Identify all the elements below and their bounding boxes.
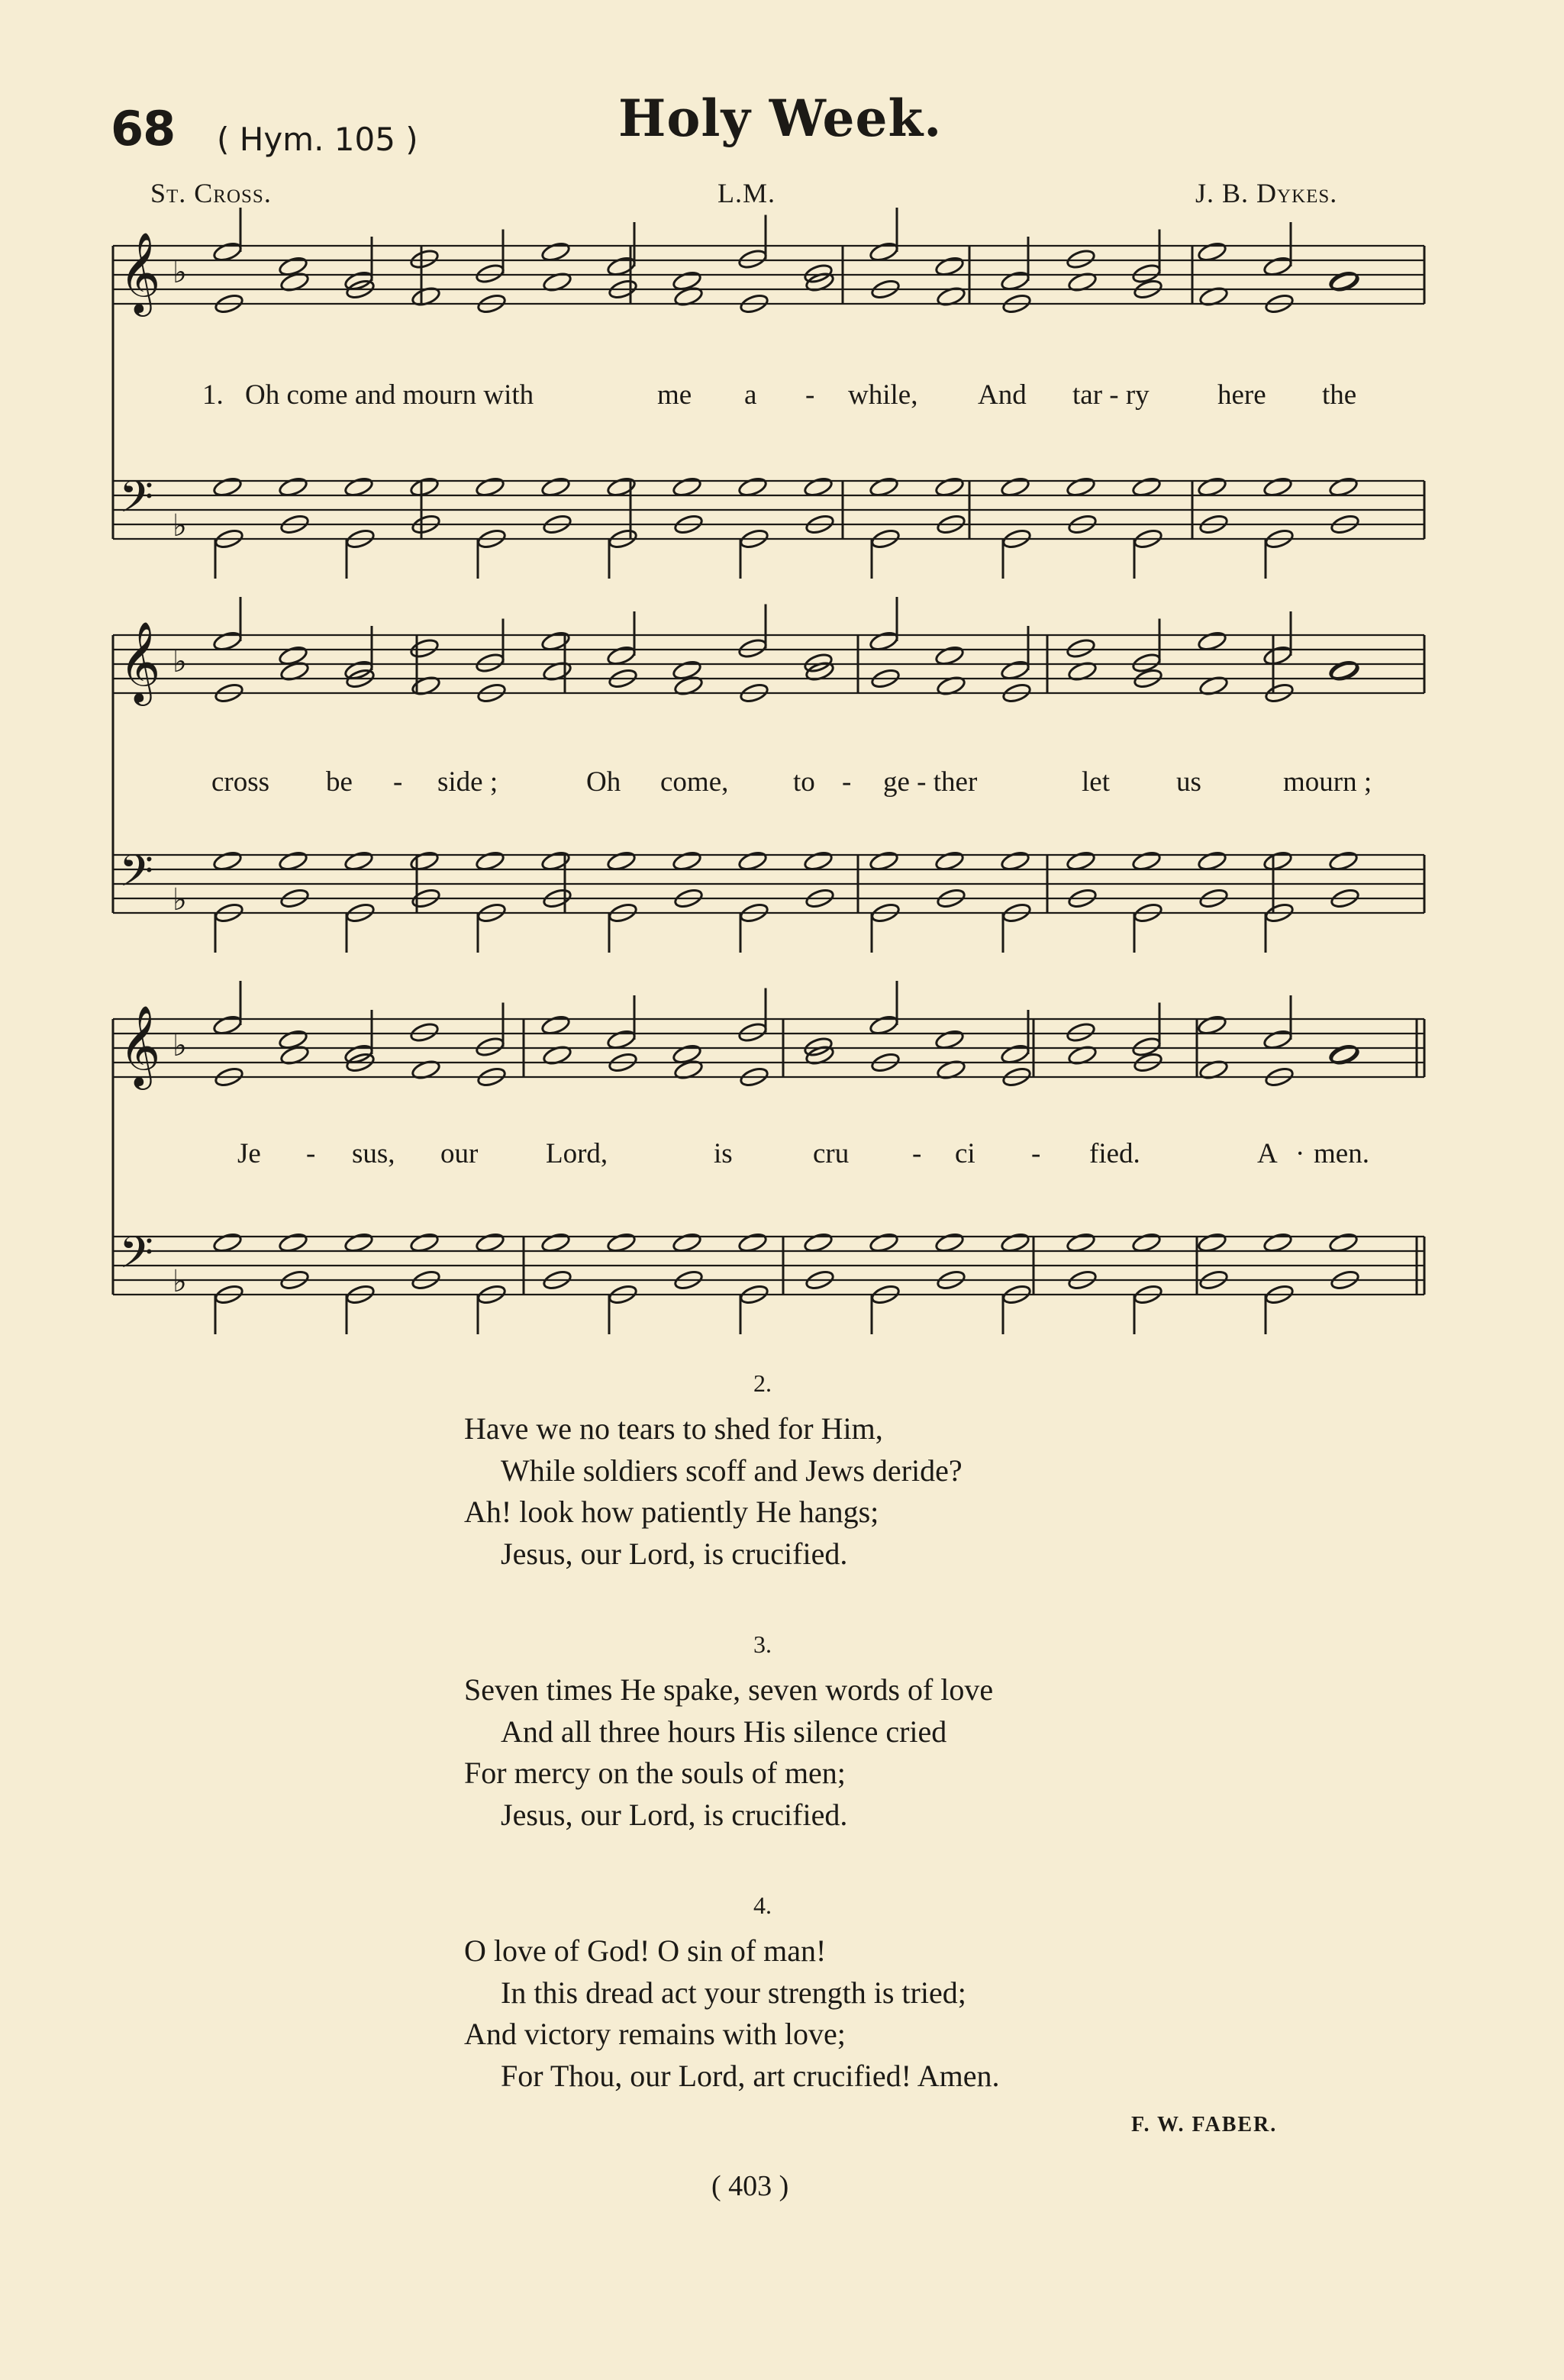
note-head xyxy=(475,263,505,285)
lyric: tar - ry xyxy=(1072,379,1150,411)
lyric: sus, xyxy=(352,1138,395,1169)
lyric: a xyxy=(744,379,757,411)
tune-name: St. Cross. xyxy=(150,178,272,208)
author-credit: F. W. FABER. xyxy=(1131,2113,1278,2137)
lyric: be xyxy=(326,766,353,798)
composer: J. B. Dykes. xyxy=(1195,178,1338,208)
note-head xyxy=(409,248,440,270)
lyric: - xyxy=(393,766,403,798)
lyric: - xyxy=(306,1138,316,1169)
treble-clef-icon: 𝄞 xyxy=(119,231,161,313)
note-head xyxy=(409,637,440,659)
lyrics-system-1 xyxy=(202,379,1393,417)
lyric: the xyxy=(1322,379,1357,411)
note-head xyxy=(475,1036,505,1058)
verse-line: In this dread act your strength is tried; xyxy=(501,1975,966,2010)
lyric: - xyxy=(1031,1138,1041,1169)
hymn-number: 68 xyxy=(111,101,176,156)
flat-icon: ♭ xyxy=(173,508,187,543)
flat-icon: ♭ xyxy=(173,644,187,679)
treble-clef-icon: 𝄞 xyxy=(119,621,161,702)
lyric: fied. xyxy=(1089,1138,1140,1169)
lyrics-system-2 xyxy=(211,766,1402,804)
page-number: ( 403 ) xyxy=(711,2170,789,2202)
lyric: mourn ; xyxy=(1283,766,1372,798)
lyric: while, xyxy=(848,379,918,411)
treble-clef-icon: 𝄞 xyxy=(119,1005,161,1086)
lyric: ge - ther xyxy=(883,766,978,798)
hymn-reference: ( Hym. 105 ) xyxy=(217,121,418,158)
note-head xyxy=(1066,637,1096,659)
lyric: me xyxy=(657,379,692,411)
lyric: come, xyxy=(660,766,729,798)
verse-line: And victory remains with love; xyxy=(464,2017,846,2051)
bass-clef-icon: 𝄢 xyxy=(119,1227,154,1289)
verse-line: Ah! look how patiently He hangs; xyxy=(464,1495,879,1529)
lyric: ci xyxy=(955,1138,975,1169)
bass-clef-icon: 𝄢 xyxy=(119,845,154,908)
note-head xyxy=(475,652,505,674)
note-head xyxy=(737,248,768,270)
lyric: Je xyxy=(237,1138,261,1169)
note-head xyxy=(737,1021,768,1043)
verse-line: And all three hours His silence cried xyxy=(501,1714,947,1749)
lyric: is xyxy=(714,1138,733,1169)
flat-icon: ♭ xyxy=(173,1028,187,1063)
bass-clef-icon: 𝄢 xyxy=(119,471,154,534)
verse-line: Jesus, our Lord, is crucified. xyxy=(501,1537,848,1571)
lyric: · xyxy=(1295,1138,1305,1169)
lyric: let xyxy=(1082,766,1110,798)
lyric: Lord, xyxy=(546,1138,608,1169)
lyric: - xyxy=(912,1138,922,1169)
verse-line: Have we no tears to shed for Him, xyxy=(464,1411,883,1446)
lyric: cru xyxy=(813,1138,850,1169)
lyric: Oh come and mourn with xyxy=(245,379,534,411)
verse-line: For mercy on the souls of men; xyxy=(464,1756,846,1790)
lyric: side ; xyxy=(437,766,498,798)
verse-label: 1. xyxy=(202,379,224,411)
verse-line: Seven times He spake, seven words of love xyxy=(464,1672,994,1707)
lyric: Oh xyxy=(586,766,621,798)
note-head xyxy=(409,1021,440,1043)
lyric: cross xyxy=(211,766,270,798)
lyric: - xyxy=(805,379,815,411)
verse-line: O love of God! O sin of man! xyxy=(464,1933,827,1968)
lyric: here xyxy=(1217,379,1266,411)
lyric: to xyxy=(793,766,815,798)
section-title: Holy Week. xyxy=(618,89,943,148)
verse-line: Jesus, our Lord, is crucified. xyxy=(501,1798,848,1832)
lyric: our xyxy=(440,1138,479,1169)
flat-icon: ♭ xyxy=(173,255,187,290)
verse-number: 4. xyxy=(753,1891,772,1919)
note-head xyxy=(737,637,768,659)
verse-line: While soldiers scoff and Jews deride? xyxy=(501,1453,963,1488)
lyric: men. xyxy=(1314,1138,1369,1169)
flat-icon: ♭ xyxy=(173,882,187,917)
verse-number: 3. xyxy=(753,1630,772,1658)
lyric: A xyxy=(1257,1138,1278,1169)
lyric: - xyxy=(842,766,852,798)
note-head xyxy=(1066,248,1096,270)
lyric: And xyxy=(978,379,1027,411)
meter: L.M. xyxy=(718,178,776,208)
verse-line: For Thou, our Lord, art crucified! Amen. xyxy=(501,2059,1000,2093)
lyric: us xyxy=(1176,766,1201,798)
lyrics-system-3 xyxy=(237,1137,1428,1175)
flat-icon: ♭ xyxy=(173,1264,187,1299)
note-head xyxy=(1066,1021,1096,1043)
verse-number: 2. xyxy=(753,1369,772,1397)
